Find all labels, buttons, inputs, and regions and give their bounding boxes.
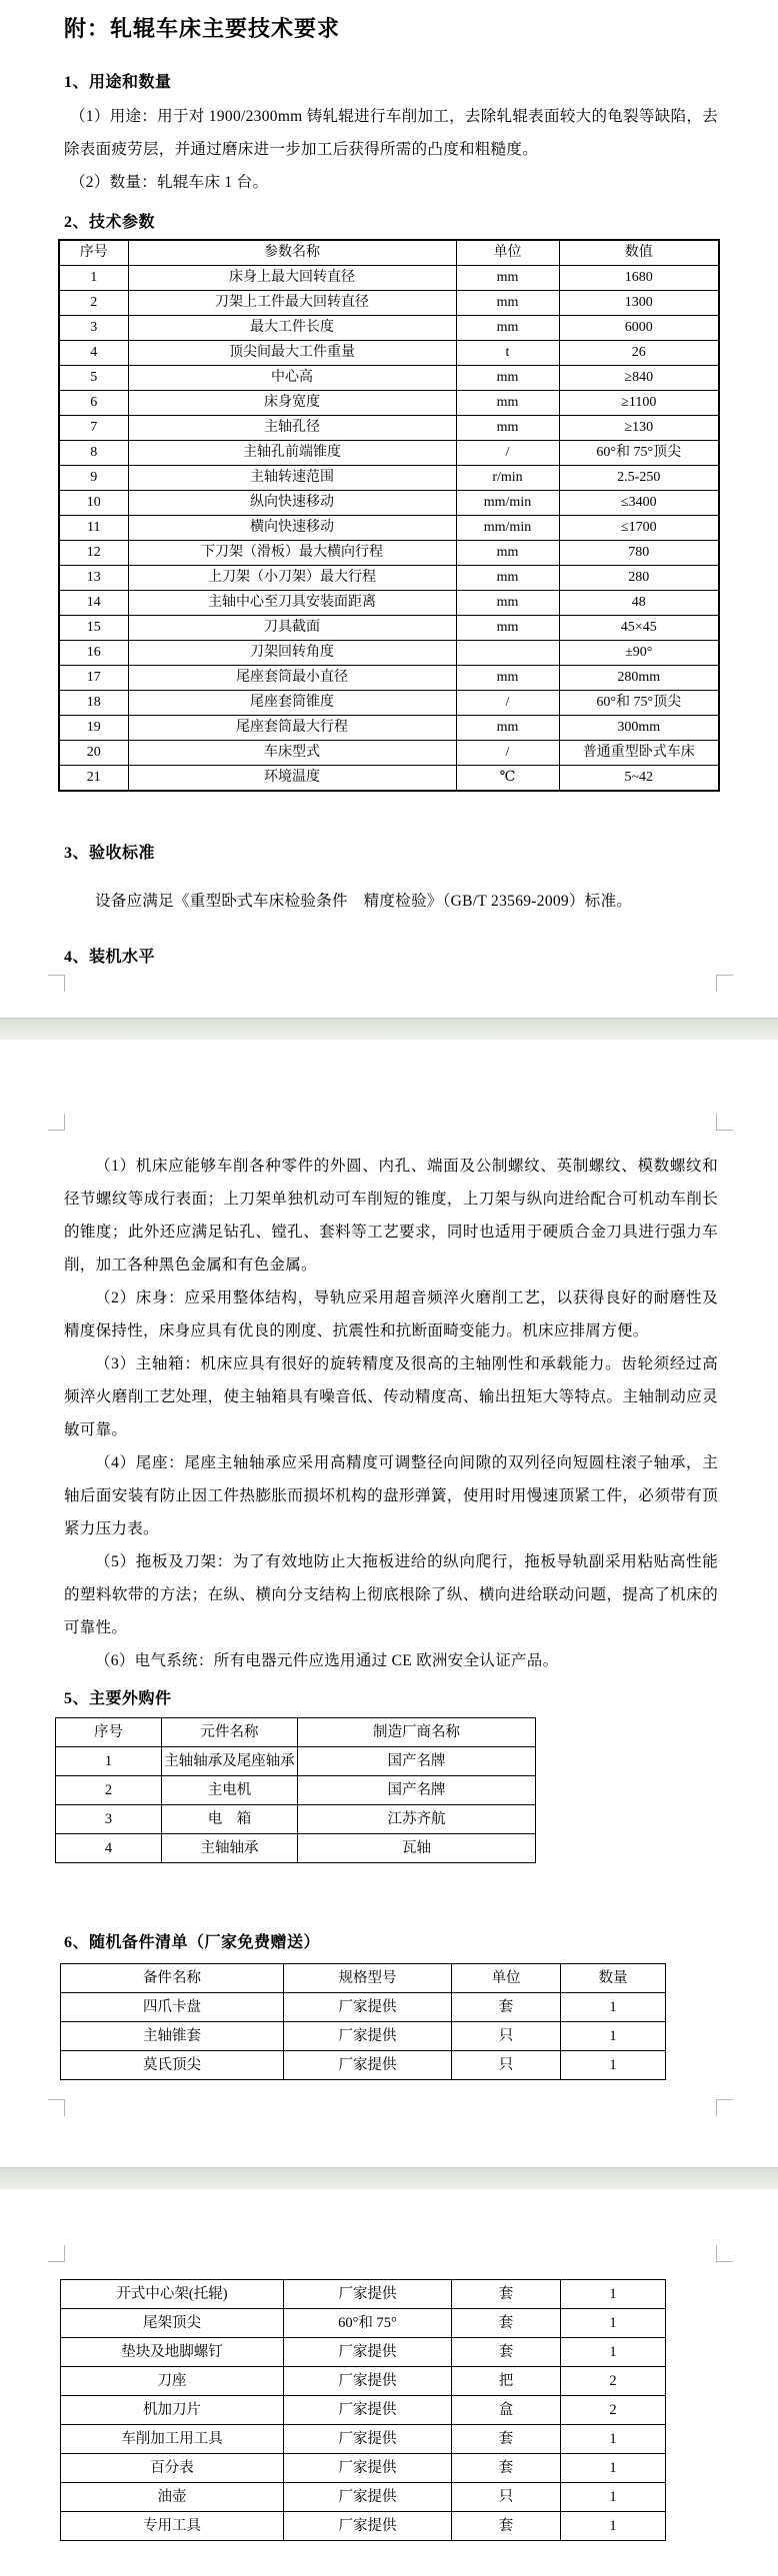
table-cell: 2 <box>561 2367 666 2396</box>
table-header-row <box>56 1718 536 1747</box>
table-cell: 主轴锥套 <box>61 2022 284 2051</box>
table-cell: 环境温度 <box>128 766 456 792</box>
table-cell: 车床型式 <box>128 741 456 766</box>
table-cell: 1 <box>561 2512 666 2541</box>
table-row <box>59 441 719 466</box>
table-header-cell: 参数名称 <box>128 240 456 266</box>
table-cell: 13 <box>59 566 128 591</box>
table-cell: 280mm <box>559 666 719 691</box>
section-4-para-3: （3）主轴箱：机床应具有很好的旋转精度及很高的主轴刚性和承载能力。齿轮须经过高频淬火磨削工艺处理，使主轴箱具有噪音低、传动精度高、输出扭矩大等特点。主轴制动应灵敏可靠。 <box>64 1355 718 1438</box>
table-row <box>59 341 719 366</box>
table-cell: 国产名牌 <box>298 1776 536 1805</box>
table-cell: 3 <box>59 316 128 341</box>
section-1-para-quantity: （2）数量：轧辊车床 1 台。 <box>70 174 269 191</box>
table-cell: 45×45 <box>559 616 719 641</box>
table-row <box>61 2338 666 2367</box>
table-cell: 9 <box>59 466 128 491</box>
table-cell: 1 <box>561 2051 666 2080</box>
table-cell: 主轴中心至刀具安装面距离 <box>128 591 456 616</box>
table-cell: 下刀架（滑板）最大横向行程 <box>128 541 456 566</box>
purchased-parts-table <box>55 1717 536 1863</box>
table-row <box>61 2367 666 2396</box>
table-cell: 上刀架（小刀架）最大行程 <box>128 566 456 591</box>
table-cell: 普通重型卧式车床 <box>559 741 719 766</box>
table-cell: 17 <box>59 666 128 691</box>
table-cell: 国产名牌 <box>298 1747 536 1776</box>
table-cell: 780 <box>559 541 719 566</box>
table-row <box>59 416 719 441</box>
table-cell: mm <box>456 591 559 616</box>
table-cell: 1 <box>561 2454 666 2483</box>
table-cell: 把 <box>452 2367 561 2396</box>
table-header-row <box>61 1964 666 1993</box>
table-cell: mm <box>456 716 559 741</box>
table-row <box>56 1805 536 1834</box>
table-cell: 刀架回转角度 <box>128 641 456 666</box>
section-6-heading: 6、随机备件清单（厂家免费赠送） <box>64 1934 321 1951</box>
table-cell: mm/min <box>456 491 559 516</box>
table-cell: 厂家提供 <box>284 2483 452 2512</box>
tech-params-table <box>58 239 720 792</box>
page-1 <box>0 0 778 1018</box>
table-cell: 主轴孔径 <box>128 416 456 441</box>
table-cell: mm <box>456 566 559 591</box>
table-row <box>61 2022 666 2051</box>
table-cell: 4 <box>56 1834 162 1863</box>
table-cell: 尾座套筒最大行程 <box>128 716 456 741</box>
table-cell: 尾座套筒最小直径 <box>128 666 456 691</box>
table-cell: 厂家提供 <box>284 2396 452 2425</box>
table-cell: 16 <box>59 641 128 666</box>
table-header-cell: 单位 <box>456 240 559 266</box>
section-2-heading: 2、技术参数 <box>64 214 156 231</box>
page-margin-mark <box>48 2099 65 2116</box>
table-cell: ℃ <box>456 766 559 792</box>
table-cell: 6000 <box>559 316 719 341</box>
table-header-cell: 规格型号 <box>284 1964 452 1993</box>
table-cell: 只 <box>452 2483 561 2512</box>
table-cell: 套 <box>452 2454 561 2483</box>
section-5-heading: 5、主要外购件 <box>64 1690 172 1707</box>
table-cell: 2 <box>561 2396 666 2425</box>
table-cell: 尾座套筒锥度 <box>128 691 456 716</box>
table-row <box>61 2425 666 2454</box>
table-row <box>59 591 719 616</box>
table-cell: 厂家提供 <box>284 2280 452 2309</box>
table-cell: 尾架顶尖 <box>61 2309 284 2338</box>
page-margin-mark <box>716 2245 733 2262</box>
table-cell: 6 <box>59 391 128 416</box>
table-cell: 厂家提供 <box>284 2051 452 2080</box>
table-cell: 厂家提供 <box>284 2454 452 2483</box>
table-cell: 套 <box>452 2309 561 2338</box>
table-row <box>56 1776 536 1805</box>
table-header-row <box>59 240 719 266</box>
table-cell: / <box>456 741 559 766</box>
table-cell: mm <box>456 666 559 691</box>
table-row <box>59 716 719 741</box>
table-cell <box>456 641 559 666</box>
page-break-band <box>0 1018 778 1040</box>
table-cell: 厂家提供 <box>284 2367 452 2396</box>
table-cell: ≥840 <box>559 366 719 391</box>
table-cell: 26 <box>559 341 719 366</box>
table-row <box>56 1747 536 1776</box>
table-cell: 60°和 75°顶尖 <box>559 691 719 716</box>
table-header-cell: 备件名称 <box>61 1964 284 1993</box>
table-row <box>61 2051 666 2080</box>
table-row <box>61 2280 666 2309</box>
table-cell: 12 <box>59 541 128 566</box>
table-cell: mm <box>456 316 559 341</box>
table-row <box>59 641 719 666</box>
section-3-heading: 3、验收标准 <box>64 845 156 862</box>
table-cell: 厂家提供 <box>284 1993 452 2022</box>
table-row <box>59 366 719 391</box>
table-cell: 中心高 <box>128 366 456 391</box>
table-cell: 刀座 <box>61 2367 284 2396</box>
table-cell: 1 <box>561 2309 666 2338</box>
table-cell: mm/min <box>456 516 559 541</box>
table-cell: mm <box>456 366 559 391</box>
table-cell: 莫氏顶尖 <box>61 2051 284 2080</box>
document-title: 附：轧辊车床主要技术要求 <box>64 16 341 41</box>
table-row <box>59 291 719 316</box>
table-cell: 厂家提供 <box>284 2338 452 2367</box>
page-margin-mark <box>48 1114 65 1131</box>
page-margin-mark <box>48 975 65 992</box>
table-row <box>61 2396 666 2425</box>
table-header-cell: 数值 <box>559 240 719 266</box>
table-cell: 14 <box>59 591 128 616</box>
table-cell: 最大工件长度 <box>128 316 456 341</box>
table-cell: mm <box>456 541 559 566</box>
table-cell: 5 <box>59 366 128 391</box>
table-cell: 垫块及地脚螺钉 <box>61 2338 284 2367</box>
page-3 <box>0 2189 778 2576</box>
table-cell: 主电机 <box>162 1776 298 1805</box>
table-row <box>56 1834 536 1863</box>
table-cell: 7 <box>59 416 128 441</box>
table-cell: mm <box>456 391 559 416</box>
table-cell: 套 <box>452 2280 561 2309</box>
table-cell: 只 <box>452 2022 561 2051</box>
table-cell: 18 <box>59 691 128 716</box>
table-cell: 48 <box>559 591 719 616</box>
spare-parts-table-part1 <box>60 1963 666 2080</box>
table-row <box>59 666 719 691</box>
table-cell: r/min <box>456 466 559 491</box>
table-cell: 套 <box>452 2425 561 2454</box>
table-cell: 专用工具 <box>61 2512 284 2541</box>
table-row <box>59 541 719 566</box>
table-cell: 套 <box>452 2512 561 2541</box>
table-cell: 3 <box>56 1805 162 1834</box>
table-cell: mm <box>456 616 559 641</box>
table-cell: / <box>456 441 559 466</box>
table-cell: 主轴轴承及尾座轴承 <box>162 1747 298 1776</box>
table-row <box>61 2309 666 2338</box>
table-cell: 厂家提供 <box>284 2425 452 2454</box>
table-cell: 床身宽度 <box>128 391 456 416</box>
page-margin-mark <box>716 975 733 992</box>
section-4-para-5: （5）拖板及刀架：为了有效地防止大拖板进给的纵向爬行，拖板导轨副采用粘贴高性能的塑料软带的方法；在纵、横向分支结构上彻底根除了纵、横向进给联动问题，提高了机床的可靠性。 <box>64 1553 718 1636</box>
table-row <box>61 2512 666 2541</box>
table-row <box>59 316 719 341</box>
table-row <box>59 391 719 416</box>
table-row <box>61 2454 666 2483</box>
table-cell: mm <box>456 416 559 441</box>
table-cell: 2 <box>59 291 128 316</box>
table-cell: 纵向快速移动 <box>128 491 456 516</box>
page-margin-mark <box>716 1114 733 1131</box>
table-row <box>61 2483 666 2512</box>
table-cell: 车削加工用工具 <box>61 2425 284 2454</box>
table-header-cell: 制造厂商名称 <box>298 1718 536 1747</box>
table-cell: mm <box>456 291 559 316</box>
table-cell: t <box>456 341 559 366</box>
table-cell: 开式中心架(托辊) <box>61 2280 284 2309</box>
section-3-para: 设备应满足《重型卧式车床检验条件 精度检验》（GB/T 23569-2009）标准。 <box>95 893 633 910</box>
table-header-cell: 数量 <box>561 1964 666 1993</box>
table-row <box>59 516 719 541</box>
table-cell: 主轴孔前端锥度 <box>128 441 456 466</box>
table-cell: ≤3400 <box>559 491 719 516</box>
table-cell: 5~42 <box>559 766 719 792</box>
table-cell: 江苏齐航 <box>298 1805 536 1834</box>
section-4-heading: 4、装机水平 <box>64 949 156 966</box>
table-cell: 1 <box>561 2280 666 2309</box>
table-cell: 盒 <box>452 2396 561 2425</box>
table-cell: 厂家提供 <box>284 2512 452 2541</box>
table-cell: 百分表 <box>61 2454 284 2483</box>
table-header-cell: 序号 <box>59 240 128 266</box>
table-cell: 床身上最大回转直径 <box>128 266 456 291</box>
table-cell: 60°和 75°顶尖 <box>559 441 719 466</box>
table-cell: ≥130 <box>559 416 719 441</box>
table-cell: mm <box>456 266 559 291</box>
table-cell: 1 <box>561 2022 666 2051</box>
section-1-heading: 1、用途和数量 <box>64 74 172 91</box>
table-header-cell: 元件名称 <box>162 1718 298 1747</box>
spare-parts-table-part2 <box>60 2279 666 2541</box>
table-cell: 8 <box>59 441 128 466</box>
table-header-cell: 单位 <box>452 1964 561 1993</box>
table-header-cell: 序号 <box>56 1718 162 1747</box>
page-break-band <box>0 2167 778 2189</box>
table-cell: 油壶 <box>61 2483 284 2512</box>
section-4-para-1: （1）机床应能够车削各种零件的外圆、内孔、端面及公制螺纹、英制螺纹、模数螺纹和径节螺纹等成行表面；上刀架单独机动可车削短的锥度，上刀架与纵向进给配合可机动车削长的锥度；此外还应满足钻孔、镗孔、套料等工艺要求，同时也适用于硬质合金刀具进行强力车削，加工各种黑色金属和有色金属。 <box>64 1158 718 1274</box>
table-cell: 机加刀片 <box>61 2396 284 2425</box>
table-cell: ≤1700 <box>559 516 719 541</box>
table-row <box>59 491 719 516</box>
table-cell: 1 <box>56 1747 162 1776</box>
table-cell: 刀具截面 <box>128 616 456 641</box>
table-cell: 10 <box>59 491 128 516</box>
table-cell: 1 <box>561 2483 666 2512</box>
page-margin-mark <box>716 2099 733 2116</box>
table-cell: 19 <box>59 716 128 741</box>
table-cell: 四爪卡盘 <box>61 1993 284 2022</box>
section-4-para-6: （6）电气系统：所有电器元件应选用通过 CE 欧洲安全认证产品。 <box>95 1652 559 1669</box>
table-cell: 2.5-250 <box>559 466 719 491</box>
table-row <box>59 616 719 641</box>
table-cell: 300mm <box>559 716 719 741</box>
section-1-para-usage: （1）用途：用于对 1900/2300mm 铸轧辊进行车削加工，去除轧辊表面较大的龟裂等缺陷，去除表面疲劳层，并通过磨床进一步加工后获得所需的凸度和粗糙度。 <box>64 108 718 158</box>
table-row <box>59 741 719 766</box>
table-cell: 2 <box>56 1776 162 1805</box>
table-cell: 1 <box>59 266 128 291</box>
table-cell: ≥1100 <box>559 391 719 416</box>
table-cell: 60°和 75° <box>284 2309 452 2338</box>
section-4-para-2: （2）床身：应采用整体结构，导轨应采用超音频淬火磨削工艺，以获得良好的耐磨性及精度保持性，床身应具有优良的刚度、抗震性和抗断面畸变能力。机床应排屑方便。 <box>64 1289 718 1339</box>
table-cell: 21 <box>59 766 128 792</box>
table-cell: 1 <box>561 2425 666 2454</box>
table-cell: 1 <box>561 2338 666 2367</box>
table-cell: 4 <box>59 341 128 366</box>
table-cell: 刀架上工件最大回转直径 <box>128 291 456 316</box>
table-cell: 电 箱 <box>162 1805 298 1834</box>
table-cell: 套 <box>452 1993 561 2022</box>
table-cell: 280 <box>559 566 719 591</box>
table-cell: 瓦轴 <box>298 1834 536 1863</box>
table-row <box>59 466 719 491</box>
table-row <box>59 691 719 716</box>
table-row <box>61 1993 666 2022</box>
table-cell: 顶尖间最大工件重量 <box>128 341 456 366</box>
table-cell: 1300 <box>559 291 719 316</box>
table-cell: 1 <box>561 1993 666 2022</box>
table-row <box>59 766 719 792</box>
table-cell: 厂家提供 <box>284 2022 452 2051</box>
table-cell: ±90° <box>559 641 719 666</box>
table-cell: 主轴轴承 <box>162 1834 298 1863</box>
table-cell: / <box>456 691 559 716</box>
table-cell: 只 <box>452 2051 561 2080</box>
page-margin-mark <box>48 2245 65 2262</box>
table-cell: 套 <box>452 2338 561 2367</box>
table-cell: 横向快速移动 <box>128 516 456 541</box>
page-2 <box>0 1040 778 2167</box>
table-row <box>59 266 719 291</box>
table-cell: 1680 <box>559 266 719 291</box>
table-cell: 11 <box>59 516 128 541</box>
table-cell: 主轴转速范围 <box>128 466 456 491</box>
table-cell: 15 <box>59 616 128 641</box>
section-4-para-4: （4）尾座：尾座主轴轴承应采用高精度可调整径向间隙的双列径向短圆柱滚子轴承，主轴后面安装有防止因工件热膨胀而损坏机构的盘形弹簧，使用时用慢速顶紧工件，必须带有顶紧力压力表。 <box>64 1454 718 1537</box>
table-cell: 20 <box>59 741 128 766</box>
table-row <box>59 566 719 591</box>
